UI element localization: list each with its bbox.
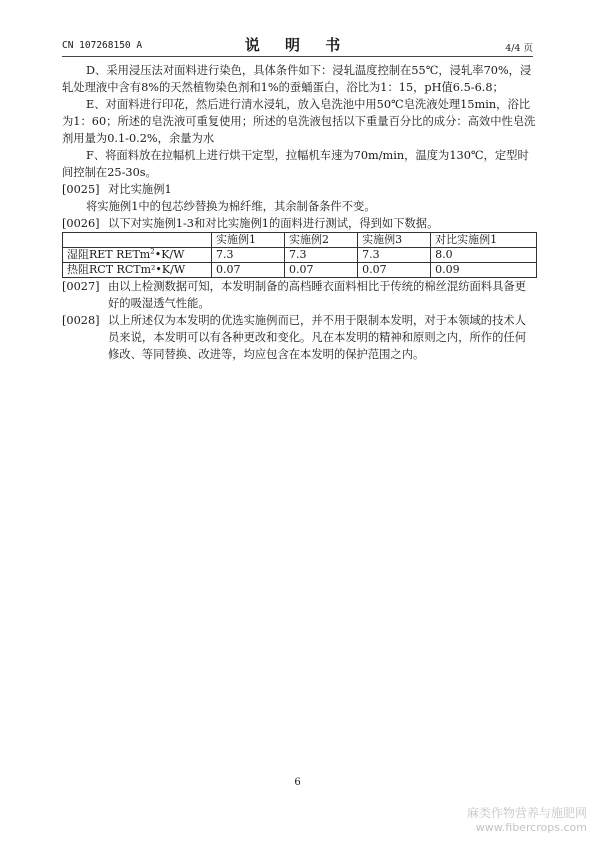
table-header-cell: 实施例2 xyxy=(285,233,358,248)
paragraph-0026 xyxy=(62,215,537,232)
table-header-row xyxy=(63,233,537,248)
table-row-label: 热阻RCT RCTm²•K/W xyxy=(63,263,212,278)
paragraph-0025-body: 将实施例1中的包芯纱替换为棉纤维，其余制备条件不变。 xyxy=(86,200,376,213)
table-header-cell: 实施例1 xyxy=(212,233,285,248)
table-cell: 0.07 xyxy=(212,263,285,278)
page-number: 6 xyxy=(294,777,301,788)
paragraph-heading: 对比实施例1 xyxy=(108,183,172,196)
paragraph-text: 以下对实施例1-3和对比实施例1的面料进行测试，得到如下数据。 xyxy=(108,217,439,230)
step-e: E、对面料进行印花，然后进行清水浸轧，放入皂洗池中用50℃皂洗液处理15min，浴比为1：60；所述的皂洗液可重复使用；所述的皂洗液包括以下重量百分比的成分：高效中性皂洗剂用量为0.1-0.2%，余量为水 xyxy=(62,98,536,145)
table-header-cell: 对比实施例1 xyxy=(431,233,537,248)
label-main: 湿阻RET RETm xyxy=(67,248,151,261)
table-cell: 0.07 xyxy=(358,263,431,278)
table-cell: 7.3 xyxy=(212,248,285,263)
paragraph-number: [0027] xyxy=(62,280,100,293)
table-cell: 0.07 xyxy=(285,263,358,278)
table-cell: 0.09 xyxy=(431,263,537,278)
table-row xyxy=(63,263,537,278)
paragraph-0027 xyxy=(62,278,537,312)
paragraph-0025 xyxy=(62,181,537,198)
page-header xyxy=(62,34,533,57)
table-cell: 7.3 xyxy=(358,248,431,263)
table-cell: 8.0 xyxy=(431,248,537,263)
step-f: F、将面料放在拉幅机上进行烘干定型，拉幅机车速为70m/min，温度为130℃，定型时间控制在25-30s。 xyxy=(62,149,529,179)
table-header-cell: 实施例3 xyxy=(358,233,431,248)
paragraph-text: 由以上检测数据可知，本发明制备的高档睡衣面料相比于传统的棉丝混纺面料具备更好的吸湿透气性能。 xyxy=(108,280,526,310)
label-superscript: 2 xyxy=(150,247,155,256)
paragraph-number: [0026] xyxy=(62,217,100,230)
paragraph-number: [0025] xyxy=(62,183,100,196)
paragraph-number: [0028] xyxy=(62,314,100,327)
table-cell: 7.3 xyxy=(285,248,358,263)
test-data-table xyxy=(62,232,537,278)
paragraph-text: 以上所述仅为本发明的优选实施例而已，并不用于限制本发明，对于本领域的技术人员来说，本发明可以有各种更改和变化。凡在本发明的精神和原则之内，所作的任何修改、等同替换、改进等，均应包含在本发明的保护范围之内。 xyxy=(108,314,526,361)
label-unit: •K/W xyxy=(154,248,185,261)
table-row xyxy=(63,248,537,263)
paragraph-0028 xyxy=(62,312,537,363)
step-d: D、采用浸压法对面料进行染色，具体条件如下：浸轧温度控制在55℃，浸轧率70%，浸轧处理液中含有8%的天然植物染色剂和1%的蚕蛹蛋白，浴比为1：15，pH值6.5-6.8； xyxy=(62,64,532,94)
doc-number: CN 107268150 A xyxy=(62,40,143,51)
table-row-label xyxy=(63,248,212,263)
table-header-cell xyxy=(63,233,212,248)
page-info: 4/4 页 xyxy=(505,43,533,54)
watermark-title: 麻类作物营养与施肥网 xyxy=(466,806,587,820)
watermark xyxy=(467,804,587,834)
doc-title: 说 明 书 xyxy=(244,36,351,54)
watermark-url: www.fibercrops.com xyxy=(475,821,587,834)
document-body xyxy=(62,62,537,363)
